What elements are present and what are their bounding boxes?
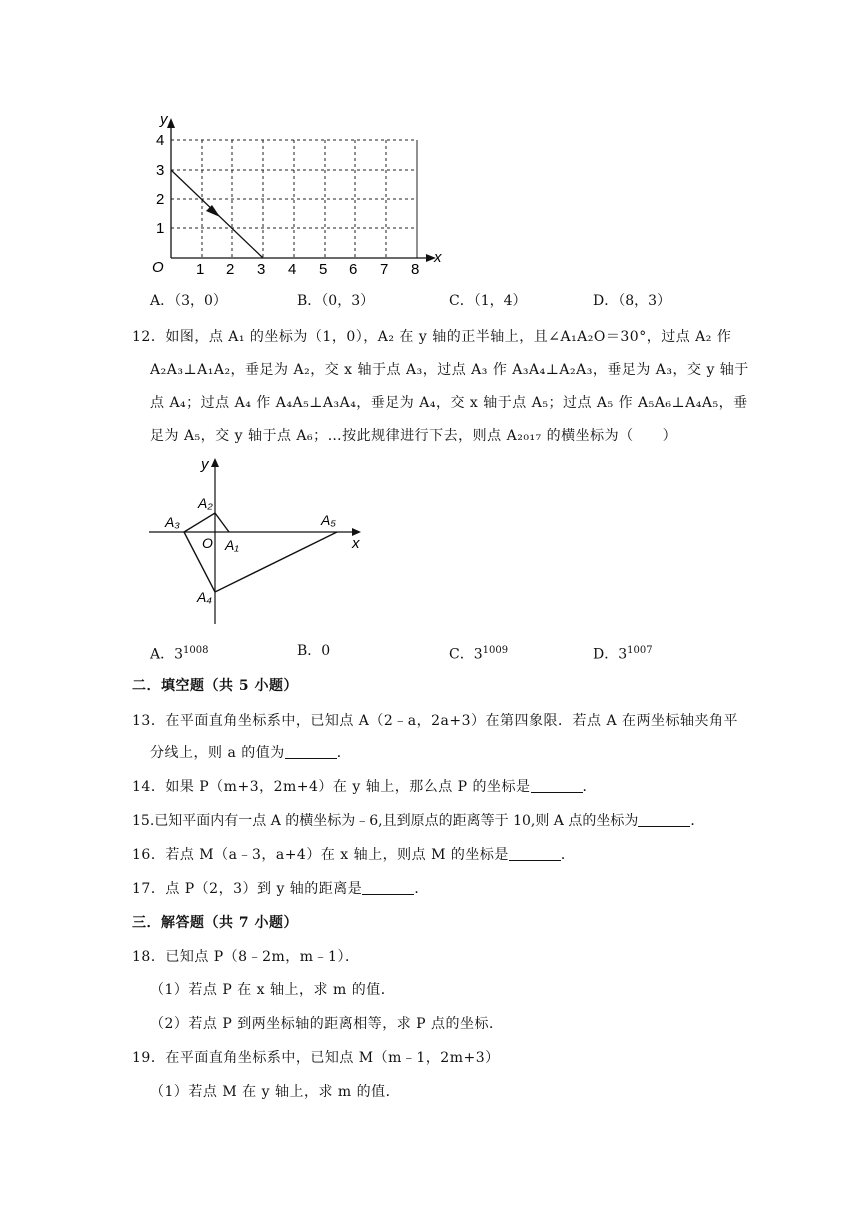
q12-line-2: A₂A₃⊥A₁A₂，垂足为 A₂，交 x 轴于点 A₃，过点 A₃ 作 A₃A₄⊥A₂A₃，垂足为 A₃，交 y 轴于: [150, 362, 749, 378]
option-d: D．（8，3）: [593, 293, 672, 309]
q18-part-1: （1）若点 P 在 x 轴上，求 m 的值．: [150, 982, 396, 998]
y-axis-label: y: [160, 111, 168, 128]
section-heading: 三．解答题（共 7 小题）: [132, 915, 298, 931]
direction-arrow: [206, 205, 220, 217]
option-d: D．$3^{1007}$: [593, 645, 653, 663]
q13-line-1: 13．在平面直角坐标系中，已知点 A（2﹣a，2a+3）在第四象限．若点 A 在两坐标轴夹角平: [132, 713, 739, 729]
q16: 16．若点 M（a﹣3，a+4）在 x 轴上，则点 M 的坐标是 ．: [132, 847, 576, 863]
a5-label: A₅: [321, 512, 336, 528]
x-tick: 5: [319, 261, 328, 278]
a1-label: A₁: [225, 537, 239, 553]
y-tick: 4: [156, 132, 165, 149]
y-tick: 2: [156, 191, 165, 208]
x-axis-label: x: [352, 535, 360, 552]
answer-blank[interactable]: [285, 744, 337, 759]
x-tick: 6: [349, 261, 358, 278]
spiral-path: [184, 513, 337, 592]
a3-label: A₃: [165, 514, 180, 530]
q12-line-4: 足为 A₅，交 y 轴于点 A₆；…按此规律进行下去，则点 A₂₀₁₇ 的横坐标为（ ）: [150, 428, 678, 444]
option-a: A．$3^{1008}$: [150, 645, 209, 663]
option-b: B．0: [297, 643, 331, 659]
q18-stem: 18．已知点 P（8﹣2m，m﹣1）．: [132, 949, 360, 965]
origin-label: O: [202, 535, 213, 551]
option-c: C．$3^{1009}$: [449, 645, 509, 663]
x-tick: 7: [380, 261, 389, 278]
grid-figure: [140, 110, 450, 280]
q19-stem: 19．在平面直角坐标系中，已知点 M（m﹣1，2m+3）: [132, 1050, 500, 1066]
q18-part-2: （2）若点 P 到两坐标轴的距离相等，求 P 点的坐标．: [150, 1016, 504, 1032]
y-axis-label: y: [201, 456, 209, 473]
x-axis-label: x: [434, 249, 442, 266]
spiral-figure: [145, 452, 375, 632]
y-tick: 1: [156, 220, 165, 237]
x-tick: 2: [226, 261, 235, 278]
q19-part-1: （1）若点 M 在 y 轴上，求 m 的值．: [150, 1084, 401, 1100]
x-tick: 8: [411, 261, 420, 278]
answer-blank[interactable]: [509, 846, 561, 861]
x-tick: 3: [257, 261, 266, 278]
option-a: A．（3，0）: [150, 293, 227, 309]
q15: 15.已知平面内有一点 A 的横坐标为﹣6,且到原点的距离等于 10,则 A 点的坐标为 ．: [132, 813, 705, 829]
q13-line-2: 分线上，则 a 的值为 ．: [150, 745, 352, 761]
answer-blank[interactable]: [362, 880, 414, 895]
q12-line-3: 点 A₄；过点 A₄ 作 A₄A₅⊥A₃A₄，垂足为 A₄，交 x 轴于点 A₅；过点 A₅ 作 A₅A₆⊥A₄A₅，垂: [150, 395, 748, 411]
y-tick: 3: [156, 162, 165, 179]
x-tick: 1: [196, 261, 205, 278]
q14: 14．如果 P（m+3，2m+4）在 y 轴上，那么点 P 的坐标是 ．: [132, 779, 598, 795]
option-b: B．（0，3）: [297, 293, 375, 309]
a4-label: A₄: [197, 589, 212, 605]
x-tick: 4: [288, 261, 297, 278]
answer-blank[interactable]: [638, 812, 690, 827]
q17: 17．点 P（2，3）到 y 轴的距离是 ．: [132, 881, 429, 897]
q12-line-1: 12．如图，点 A₁ 的坐标为（1，0），A₂ 在 y 轴的正半轴上，且∠A₁A₂O＝30°，过点 A₂ 作: [132, 329, 732, 345]
a2-label: A₂: [198, 495, 213, 511]
answer-blank[interactable]: [531, 778, 583, 793]
origin-label: O: [152, 259, 164, 276]
section-heading: 二．填空题（共 5 小题）: [132, 678, 298, 694]
option-c: C．（1，4）: [449, 293, 527, 309]
